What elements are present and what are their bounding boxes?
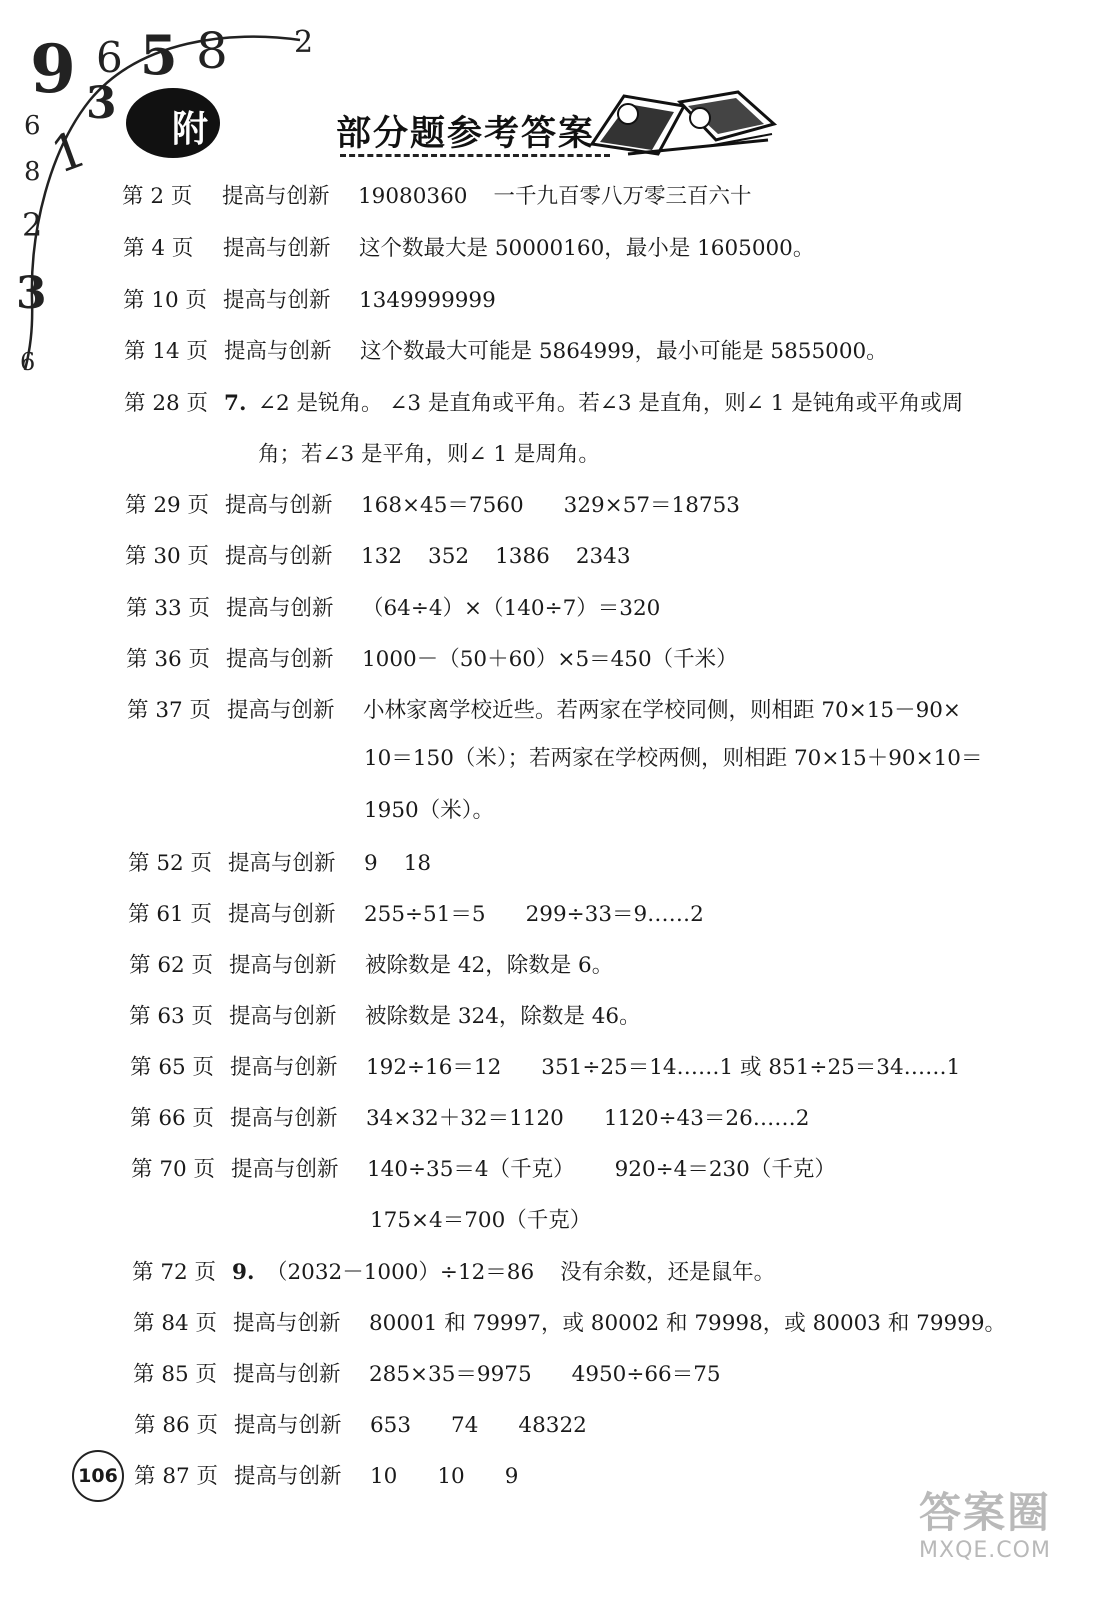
answer-text: 被除数是 324，除数是 46。 [365,1004,641,1029]
answer-text: 1000－（50＋60）×5＝450（千米） [362,647,738,672]
answer-row [125,491,740,521]
answer-page: 第 30 页 [125,544,210,569]
page-title: 部分题参考答案 [336,114,596,154]
answer-label: 提高与创新 [227,698,335,723]
answer-text [366,1104,809,1134]
answer-text: 10 [437,1464,465,1489]
answer-text: 一千九百零八万零三百六十 [493,184,752,209]
answer-text: 2343 [575,544,631,569]
answer-row [132,1258,775,1288]
answer-row [125,542,631,572]
answer-text: 1120÷43＝26……2 [603,1106,810,1131]
answer-page: 第 2 页 [122,184,193,209]
answer-text: 285×35＝9975 [369,1362,532,1387]
answer-row [127,696,961,726]
answer-page: 第 70 页 [131,1157,216,1182]
answer-row [129,951,613,981]
answer-page: 第 14 页 [124,339,209,364]
deco-digit: 2 [22,206,43,244]
answer-text: 299÷33＝9……2 [525,902,704,927]
answer-text: 74 [451,1413,479,1438]
answer-page: 第 36 页 [126,647,211,672]
answer-text: 18 [403,851,432,876]
answer-text: 9 [504,1464,519,1489]
answer-text: 这个数最大是 50000160，最小是 1605000。 [359,236,815,261]
answer-label: 提高与创新 [228,851,336,876]
answer-label: 提高与创新 [225,493,333,518]
answer-text: 132 [361,544,403,569]
answer-row [126,594,660,624]
answer-text: （2032－1000）÷12＝86 [266,1260,535,1285]
answer-label: 提高与创新 [226,596,334,621]
answer-text: 9 [364,851,378,876]
answer-text: 351÷25＝14……1 或 851÷25＝34……1 [541,1055,961,1080]
answer-page: 第 37 页 [127,698,212,723]
answer-page: 第 62 页 [129,953,214,978]
answer-text: 10 [370,1464,398,1489]
answer-text: 4950÷66＝75 [571,1362,721,1387]
answer-page: 第 33 页 [126,596,211,621]
answer-label: 提高与创新 [234,1413,342,1438]
answer-label: 提高与创新 [226,647,334,672]
deco-digit: 3 [16,268,47,319]
answer-text: （64÷4）×（140÷7）＝320 [362,596,661,621]
answer-label: 提高与创新 [230,1055,338,1080]
answer-page: 第 52 页 [128,851,213,876]
answer-row [124,337,888,367]
answer-label: 提高与创新 [233,1362,341,1387]
answer-label: 提高与创新 [224,339,332,364]
answer-page: 第 65 页 [130,1055,215,1080]
answer-text [266,1258,775,1288]
answer-text: 140÷35＝4（千克） [367,1157,575,1182]
answer-row [126,645,738,675]
answer-row [131,1155,836,1185]
answer-label: 提高与创新 [233,1311,341,1336]
answer-page: 第 86 页 [134,1413,219,1438]
page-number: 106 [72,1450,124,1502]
deco-digit: 6 [96,33,123,82]
answer-label: 提高与创新 [222,184,330,209]
answer-text: 没有余数，还是鼠年。 [560,1260,776,1285]
answer-text [358,182,751,212]
deco-digit: 8 [196,22,228,80]
answer-row [130,1053,960,1083]
answer-row [128,849,431,879]
answer-row [124,389,963,419]
answer-label: 提高与创新 [225,544,333,569]
watermark [900,1480,1070,1563]
answer-label: 提高与创新 [229,1004,337,1029]
answer-text: 被除数是 42，除数是 6。 [365,953,614,978]
answer-text: 1386 [495,544,550,569]
deco-digit: 9 [30,30,76,108]
answer-label: 提高与创新 [228,902,336,927]
answer-row [128,900,704,930]
answer-label: 提高与创新 [223,288,331,313]
deco-digit: 5 [140,23,178,87]
answer-text: 小林家离学校近些。若两家在学校同侧，则相距 70×15－90× [363,698,961,723]
deco-digit: 1 [43,119,94,185]
answer-continuation: 1950（米）。 [364,798,494,823]
answer-text: 352 [428,544,470,569]
answer-row [133,1360,721,1390]
answer-label: 提高与创新 [223,236,331,261]
answer-text [364,849,431,879]
deco-digit: 6 [20,348,36,376]
answer-row [133,1309,1006,1339]
answer-continuation: 10＝150（米）；若两家在学校两侧，则相距 70×15＋90×10＝ [364,746,983,771]
answer-continuation: 角；若∠3 是平角，则∠ 1 是周角。 [258,442,600,467]
answer-page: 第 66 页 [130,1106,215,1131]
answer-text: 34×32＋32＝1120 [366,1106,564,1131]
answer-text: 168×45＝7560 [361,493,524,518]
answer-page: 第 87 页 [134,1464,219,1489]
answer-text: 1349999999 [359,288,496,313]
answer-row [123,234,814,264]
deco-digit: 3 [86,78,117,129]
answer-text [366,1053,960,1083]
answer-label: 提高与创新 [230,1106,338,1131]
answer-row [134,1411,587,1441]
answer-text: 80001 和 79997，或 80002 和 79998，或 80003 和 79999。 [369,1311,1007,1336]
answer-row [123,286,496,316]
answer-page: 第 4 页 [123,236,194,261]
answer-label: 提高与创新 [234,1464,342,1489]
answer-text [370,1462,518,1492]
answer-page: 第 72 页 [132,1260,217,1285]
answer-label: 7. [224,391,247,416]
answer-text [369,1360,721,1390]
answer-text: 255÷51＝5 [364,902,486,927]
answer-text: ∠2 是锐角。 ∠3 是直角或平角。若∠3 是直角，则∠ 1 是钝角或平角或周 [258,391,964,416]
answer-page: 第 84 页 [133,1311,218,1336]
answer-text: 48322 [518,1413,587,1438]
answer-page: 第 10 页 [123,288,208,313]
answer-row [122,182,751,212]
deco-digit: 6 [24,111,41,141]
answer-text [361,491,740,521]
watermark-logo: 答案圈 [918,1488,1051,1537]
answer-text: 653 [370,1413,412,1438]
answer-row [130,1104,809,1134]
answer-page: 第 63 页 [129,1004,214,1029]
answer-text [361,542,631,572]
answer-text: 329×57＝18753 [563,493,740,518]
answer-page: 第 28 页 [124,391,209,416]
appendix-tab-label: 附 [171,108,208,150]
deco-digit: 2 [294,25,314,60]
answer-text: 19080360 [358,184,468,209]
answer-text [367,1155,836,1185]
answer-page: 第 29 页 [125,493,210,518]
answer-page: 第 61 页 [128,902,213,927]
answer-text [370,1411,587,1441]
answer-label: 提高与创新 [229,953,337,978]
watermark-url: MXQE.COM [919,1538,1051,1563]
answer-label: 9. [232,1260,255,1285]
answer-text: 920÷4＝230（千克） [614,1157,836,1182]
answer-text: 192÷16＝12 [366,1055,502,1080]
answer-page: 第 85 页 [133,1362,218,1387]
answer-text: 这个数最大可能是 5864999，最小可能是 5855000。 [360,339,888,364]
answer-row [129,1002,641,1032]
answer-continuation: 175×4＝700（千克） [370,1208,592,1233]
answer-label: 提高与创新 [231,1157,339,1182]
answer-row [134,1462,518,1492]
deco-digit: 8 [24,157,41,187]
answer-text [364,900,704,930]
